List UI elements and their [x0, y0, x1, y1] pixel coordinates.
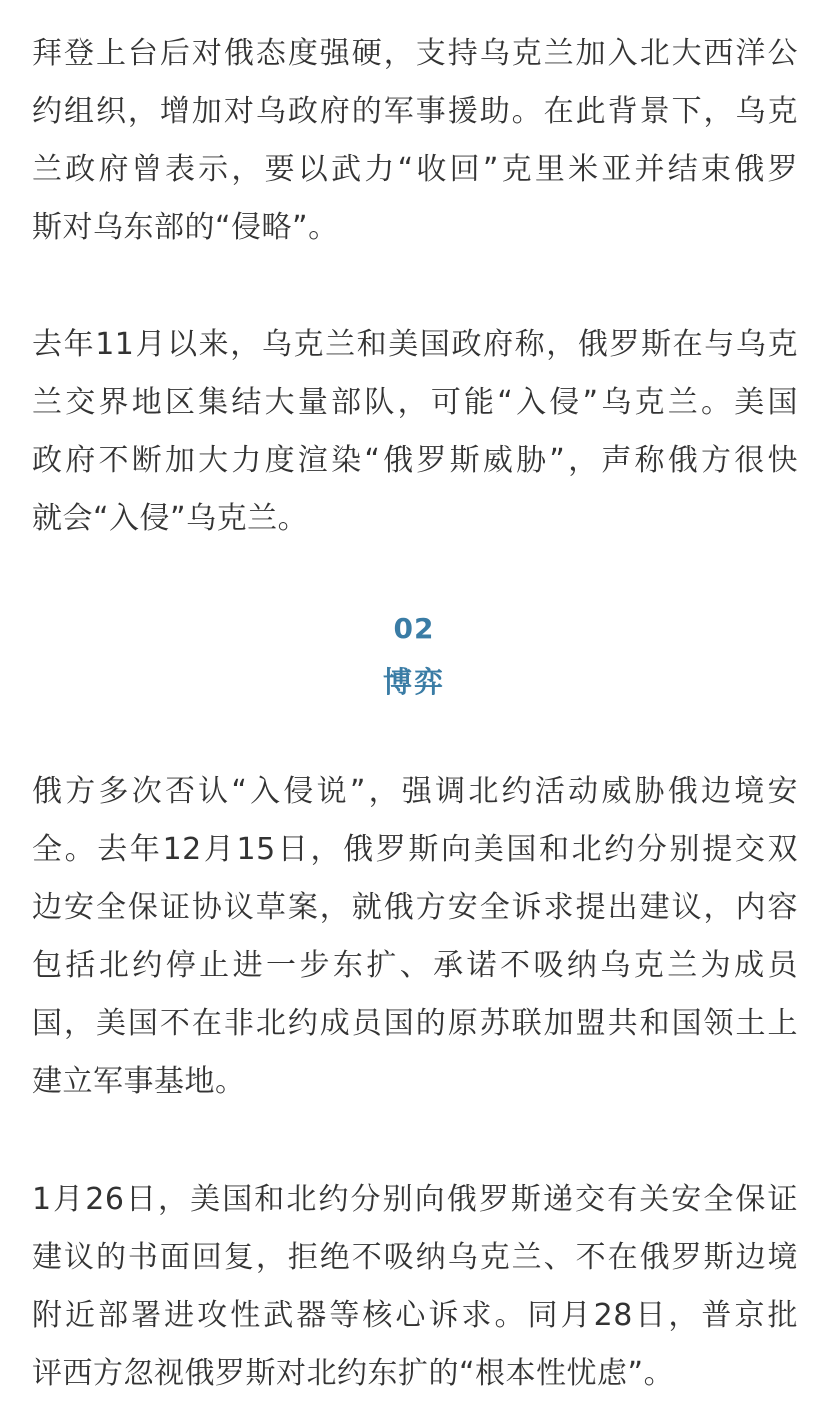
paragraph-line: 国，美国不在非北约成员国的原苏联加盟共和国领土上: [32, 1006, 798, 1041]
paragraph-line: 建议的书面回复，拒绝不吸纳乌克兰、不在俄罗斯边境: [32, 1240, 798, 1275]
section-heading: [0, 612, 828, 700]
paragraph-line: 政府不断加大力度渲染“俄罗斯威胁”，声称俄方很快: [32, 443, 798, 478]
paragraph-line: 1月26日，美国和北约分别向俄罗斯递交有关安全保证: [32, 1182, 798, 1217]
paragraph-line: 附近部署进攻性武器等核心诉求。同月28日，普京批: [32, 1298, 798, 1333]
paragraph-line: 去年11月以来，乌克兰和美国政府称，俄罗斯在与乌克: [32, 327, 798, 362]
paragraph-line: 拜登上台后对俄态度强硬，支持乌克兰加入北大西洋公: [32, 36, 798, 71]
paragraph-russia-denial: [32, 763, 798, 1111]
paragraph-line: 边安全保证协议草案，就俄方安全诉求提出建议，内容: [32, 890, 798, 925]
paragraph-troop-buildup: [32, 316, 798, 548]
section-number: 02: [393, 612, 435, 645]
paragraph-biden-stance: [32, 25, 798, 257]
paragraph-line: 建立军事基地。: [32, 1064, 246, 1099]
paragraph-line: 斯对乌东部的“侵略”。: [32, 210, 339, 245]
paragraph-line: 包括北约停止进一步东扩、承诺不吸纳乌克兰为成员: [32, 948, 798, 983]
paragraph-line: 就会“入侵”乌克兰。: [32, 501, 309, 536]
paragraph-line: 俄方多次否认“入侵说”，强调北约活动威胁俄边境安: [32, 774, 798, 809]
paragraph-line: 评西方忽视俄罗斯对北约东扩的“根本性忧虑”。: [32, 1356, 675, 1391]
paragraph-line: 全。去年12月15日，俄罗斯向美国和北约分别提交双: [32, 832, 798, 867]
paragraph-line: 兰交界地区集结大量部队，可能“入侵”乌克兰。美国: [32, 385, 798, 420]
section-title: 博弈: [382, 665, 445, 699]
paragraph-line: 兰政府曾表示，要以武力“收回”克里米亚并结束俄罗: [32, 152, 798, 187]
paragraph-line: 约组织，增加对乌政府的军事援助。在此背景下，乌克: [32, 94, 798, 129]
paragraph-written-reply: [32, 1171, 798, 1403]
